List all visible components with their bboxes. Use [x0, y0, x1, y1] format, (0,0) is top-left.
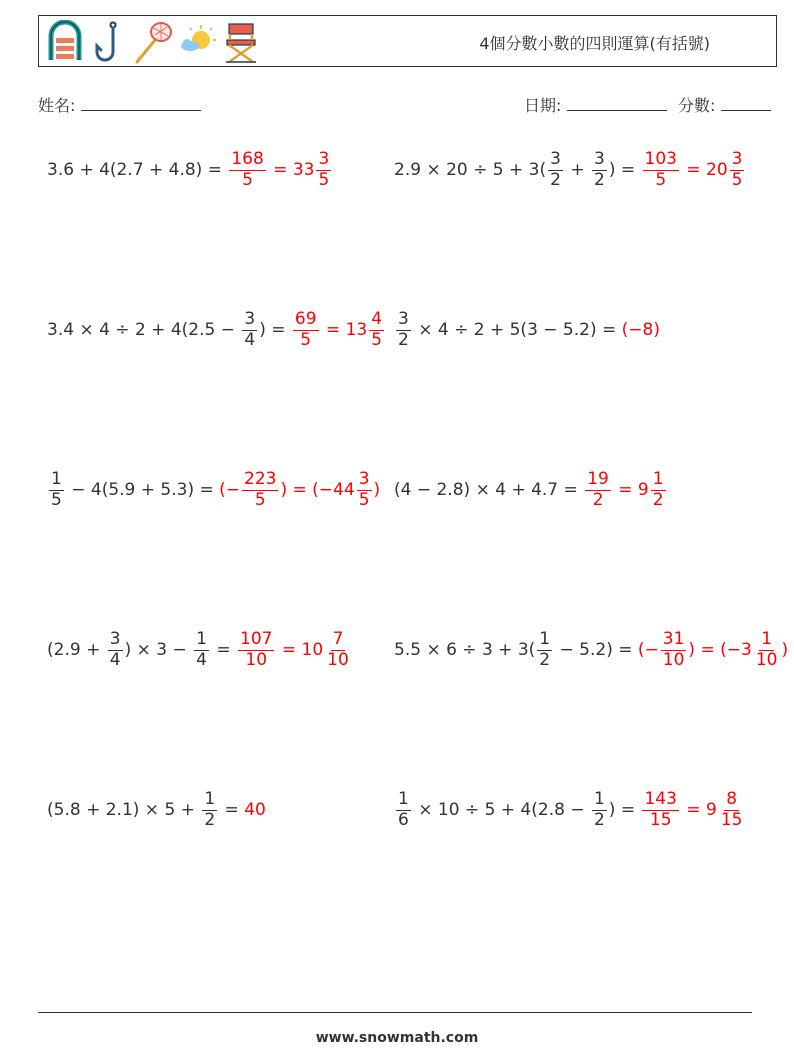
question-text: ) × 3 − — [124, 640, 193, 660]
question-text: × 10 ÷ 5 + 4(2.8 − — [412, 800, 590, 820]
score-field — [678, 93, 771, 116]
question-expression — [394, 150, 641, 190]
answer-fraction — [357, 470, 372, 510]
denominator: 2 — [204, 809, 216, 830]
problem-10 — [394, 780, 746, 840]
answer-text: ) = (−44 — [280, 480, 355, 500]
denominator: 5 — [300, 329, 312, 350]
question-expression — [47, 630, 236, 670]
numerator: 3 — [318, 148, 330, 169]
question-text: − 5.2) = — [554, 640, 638, 660]
denominator: 4 — [109, 649, 121, 670]
problem-8 — [394, 620, 788, 680]
denominator: 6 — [398, 809, 409, 830]
numerator: 1 — [196, 628, 207, 649]
answer-expression — [219, 470, 380, 510]
question-fraction — [396, 310, 411, 350]
question-text: ) = — [608, 800, 641, 820]
answer-expression — [638, 630, 788, 670]
denominator: 10 — [327, 649, 349, 670]
question-fraction — [396, 790, 411, 830]
answer-expression — [291, 310, 386, 350]
footer-divider — [38, 1012, 752, 1013]
question-text: (4 − 2.8) × 4 + 4.7 = — [394, 480, 584, 500]
denominator: 4 — [244, 329, 256, 350]
question-expression — [394, 310, 622, 350]
question-expression — [47, 470, 219, 510]
problem-5 — [47, 460, 380, 520]
director-chair-icon — [221, 20, 261, 64]
numerator: 3 — [550, 148, 561, 169]
sun-cloud-icon — [177, 20, 217, 64]
date-blank[interactable] — [567, 95, 667, 111]
answer-fraction — [719, 790, 745, 830]
answer-fraction — [754, 630, 780, 670]
name-blank[interactable] — [81, 95, 201, 111]
score-blank[interactable] — [721, 95, 771, 111]
question-expression — [47, 310, 291, 350]
worksheet-title: 4個分數小數的四則運算(有括號) — [479, 34, 710, 53]
denominator: 5 — [51, 489, 62, 510]
denominator: 15 — [720, 809, 743, 830]
question-fraction — [548, 150, 563, 190]
score-label: 分數: — [678, 96, 716, 115]
numerator: 3 — [244, 308, 256, 329]
numerator: 3 — [731, 148, 743, 169]
name-field — [38, 93, 201, 116]
question-text: + — [564, 160, 590, 180]
numerator: 1 — [539, 628, 551, 649]
problem-2 — [394, 140, 746, 200]
answer-expression — [236, 630, 353, 670]
question-fraction — [592, 790, 607, 830]
worksheet-header — [38, 15, 777, 67]
problem-3 — [47, 300, 386, 360]
answer-fraction — [642, 790, 678, 830]
question-text: − 4(5.9 + 5.3) = — [65, 480, 220, 500]
question-text: (5.8 + 2.1) × 5 + — [47, 800, 201, 820]
problem-6 — [394, 460, 668, 520]
denominator: 15 — [649, 809, 672, 830]
answer-text: ) = (−3 — [688, 640, 752, 660]
answer-fraction — [585, 470, 611, 510]
question-text: × 4 ÷ 2 + 5(3 − 5.2) = — [412, 320, 622, 340]
denominator: 2 — [652, 489, 664, 510]
question-fraction — [194, 630, 209, 670]
answer-text: (− — [219, 480, 241, 500]
question-text: = — [219, 800, 245, 820]
numerator: 31 — [662, 628, 685, 649]
question-fraction — [202, 790, 217, 830]
denominator: 4 — [196, 649, 207, 670]
denominator: 10 — [245, 649, 268, 670]
date-field — [524, 93, 667, 116]
denominator: 2 — [550, 169, 561, 190]
name-label: 姓名: — [38, 96, 76, 115]
answer-text: = 33 — [267, 160, 315, 180]
answer-fraction — [369, 310, 384, 350]
date-label: 日期: — [524, 96, 562, 115]
answer-fraction — [325, 630, 351, 670]
answer-expression — [640, 790, 746, 830]
problem-4 — [394, 300, 660, 360]
answer-text: = 20 — [680, 160, 728, 180]
problem-9 — [47, 780, 266, 840]
denominator: 10 — [662, 649, 685, 670]
answer-text: = 9 — [680, 800, 717, 820]
numerator: 3 — [109, 628, 121, 649]
question-text: 3.6 + 4(2.7 + 4.8) = — [47, 160, 228, 180]
numerator: 168 — [231, 148, 264, 169]
numerator: 223 — [244, 468, 277, 489]
denominator: 5 — [731, 169, 743, 190]
question-expression — [47, 160, 227, 180]
answer-expression — [244, 800, 266, 820]
question-fraction — [592, 150, 607, 190]
question-fraction — [537, 630, 552, 670]
denominator: 2 — [593, 169, 605, 190]
question-text: 2.9 × 20 ÷ 5 + 3( — [394, 160, 547, 180]
question-expression — [47, 790, 244, 830]
numerator: 8 — [726, 788, 738, 809]
answer-fraction — [229, 150, 265, 190]
footer-website: www.snowmath.com — [315, 1030, 479, 1046]
inflatable-boat-icon — [45, 20, 85, 64]
answer-fraction — [316, 150, 331, 190]
answer-fraction — [242, 470, 278, 510]
numerator: 1 — [51, 468, 62, 489]
question-expression — [394, 630, 638, 670]
answer-expression — [583, 470, 667, 510]
question-text: ) = — [608, 160, 641, 180]
problem-7 — [47, 620, 353, 680]
answer-expression — [622, 320, 660, 340]
denominator: 10 — [755, 649, 778, 670]
question-text: 3.4 × 4 ÷ 2 + 4(2.5 − — [47, 320, 241, 340]
numerator: 143 — [644, 788, 677, 809]
answer-fraction — [293, 310, 319, 350]
answer-fraction — [651, 470, 666, 510]
numerator: 4 — [371, 308, 383, 329]
question-text: (2.9 + — [47, 640, 106, 660]
denominator: 5 — [254, 489, 266, 510]
numerator: 3 — [398, 308, 409, 329]
numerator: 3 — [593, 148, 605, 169]
numerator: 1 — [398, 788, 409, 809]
numerator: 1 — [204, 788, 216, 809]
denominator: 5 — [318, 169, 330, 190]
numerator: 1 — [652, 468, 664, 489]
butterfly-net-icon — [133, 20, 173, 64]
numerator: 107 — [240, 628, 273, 649]
denominator: 2 — [592, 489, 604, 510]
answer-text: 40 — [244, 800, 266, 820]
question-text: 5.5 × 6 ÷ 3 + 3( — [394, 640, 536, 660]
answer-text: (− — [637, 640, 659, 660]
denominator: 2 — [398, 329, 409, 350]
numerator: 3 — [358, 468, 370, 489]
numerator: 19 — [587, 468, 609, 489]
answer-fraction — [238, 630, 274, 670]
numerator: 69 — [294, 308, 317, 329]
question-expression — [394, 480, 583, 500]
denominator: 2 — [593, 809, 605, 830]
answer-fraction — [730, 150, 745, 190]
question-fraction — [108, 630, 123, 670]
denominator: 5 — [358, 489, 370, 510]
numerator: 7 — [332, 628, 344, 649]
problem-1 — [47, 140, 333, 200]
header-icons — [45, 20, 261, 64]
numerator: 103 — [644, 148, 677, 169]
answer-text: = 13 — [320, 320, 368, 340]
question-fraction — [49, 470, 64, 510]
question-text: = — [210, 640, 237, 660]
answer-text: = 10 — [276, 640, 324, 660]
answer-fraction — [661, 630, 687, 670]
answer-expression — [641, 150, 747, 190]
numerator: 1 — [593, 788, 605, 809]
answer-expression — [227, 150, 333, 190]
denominator: 5 — [371, 329, 383, 350]
answer-text: ) — [781, 640, 789, 660]
denominator: 5 — [655, 169, 667, 190]
answer-text: (−8) — [621, 320, 660, 340]
answer-text: ) — [373, 480, 381, 500]
question-text: ) = — [259, 320, 291, 340]
answer-text: = 9 — [612, 480, 649, 500]
fishing-hook-icon — [89, 20, 129, 64]
denominator: 5 — [242, 169, 253, 190]
answer-fraction — [643, 150, 679, 190]
question-fraction — [242, 310, 257, 350]
question-expression — [394, 790, 640, 830]
numerator: 1 — [761, 628, 773, 649]
denominator: 2 — [539, 649, 551, 670]
